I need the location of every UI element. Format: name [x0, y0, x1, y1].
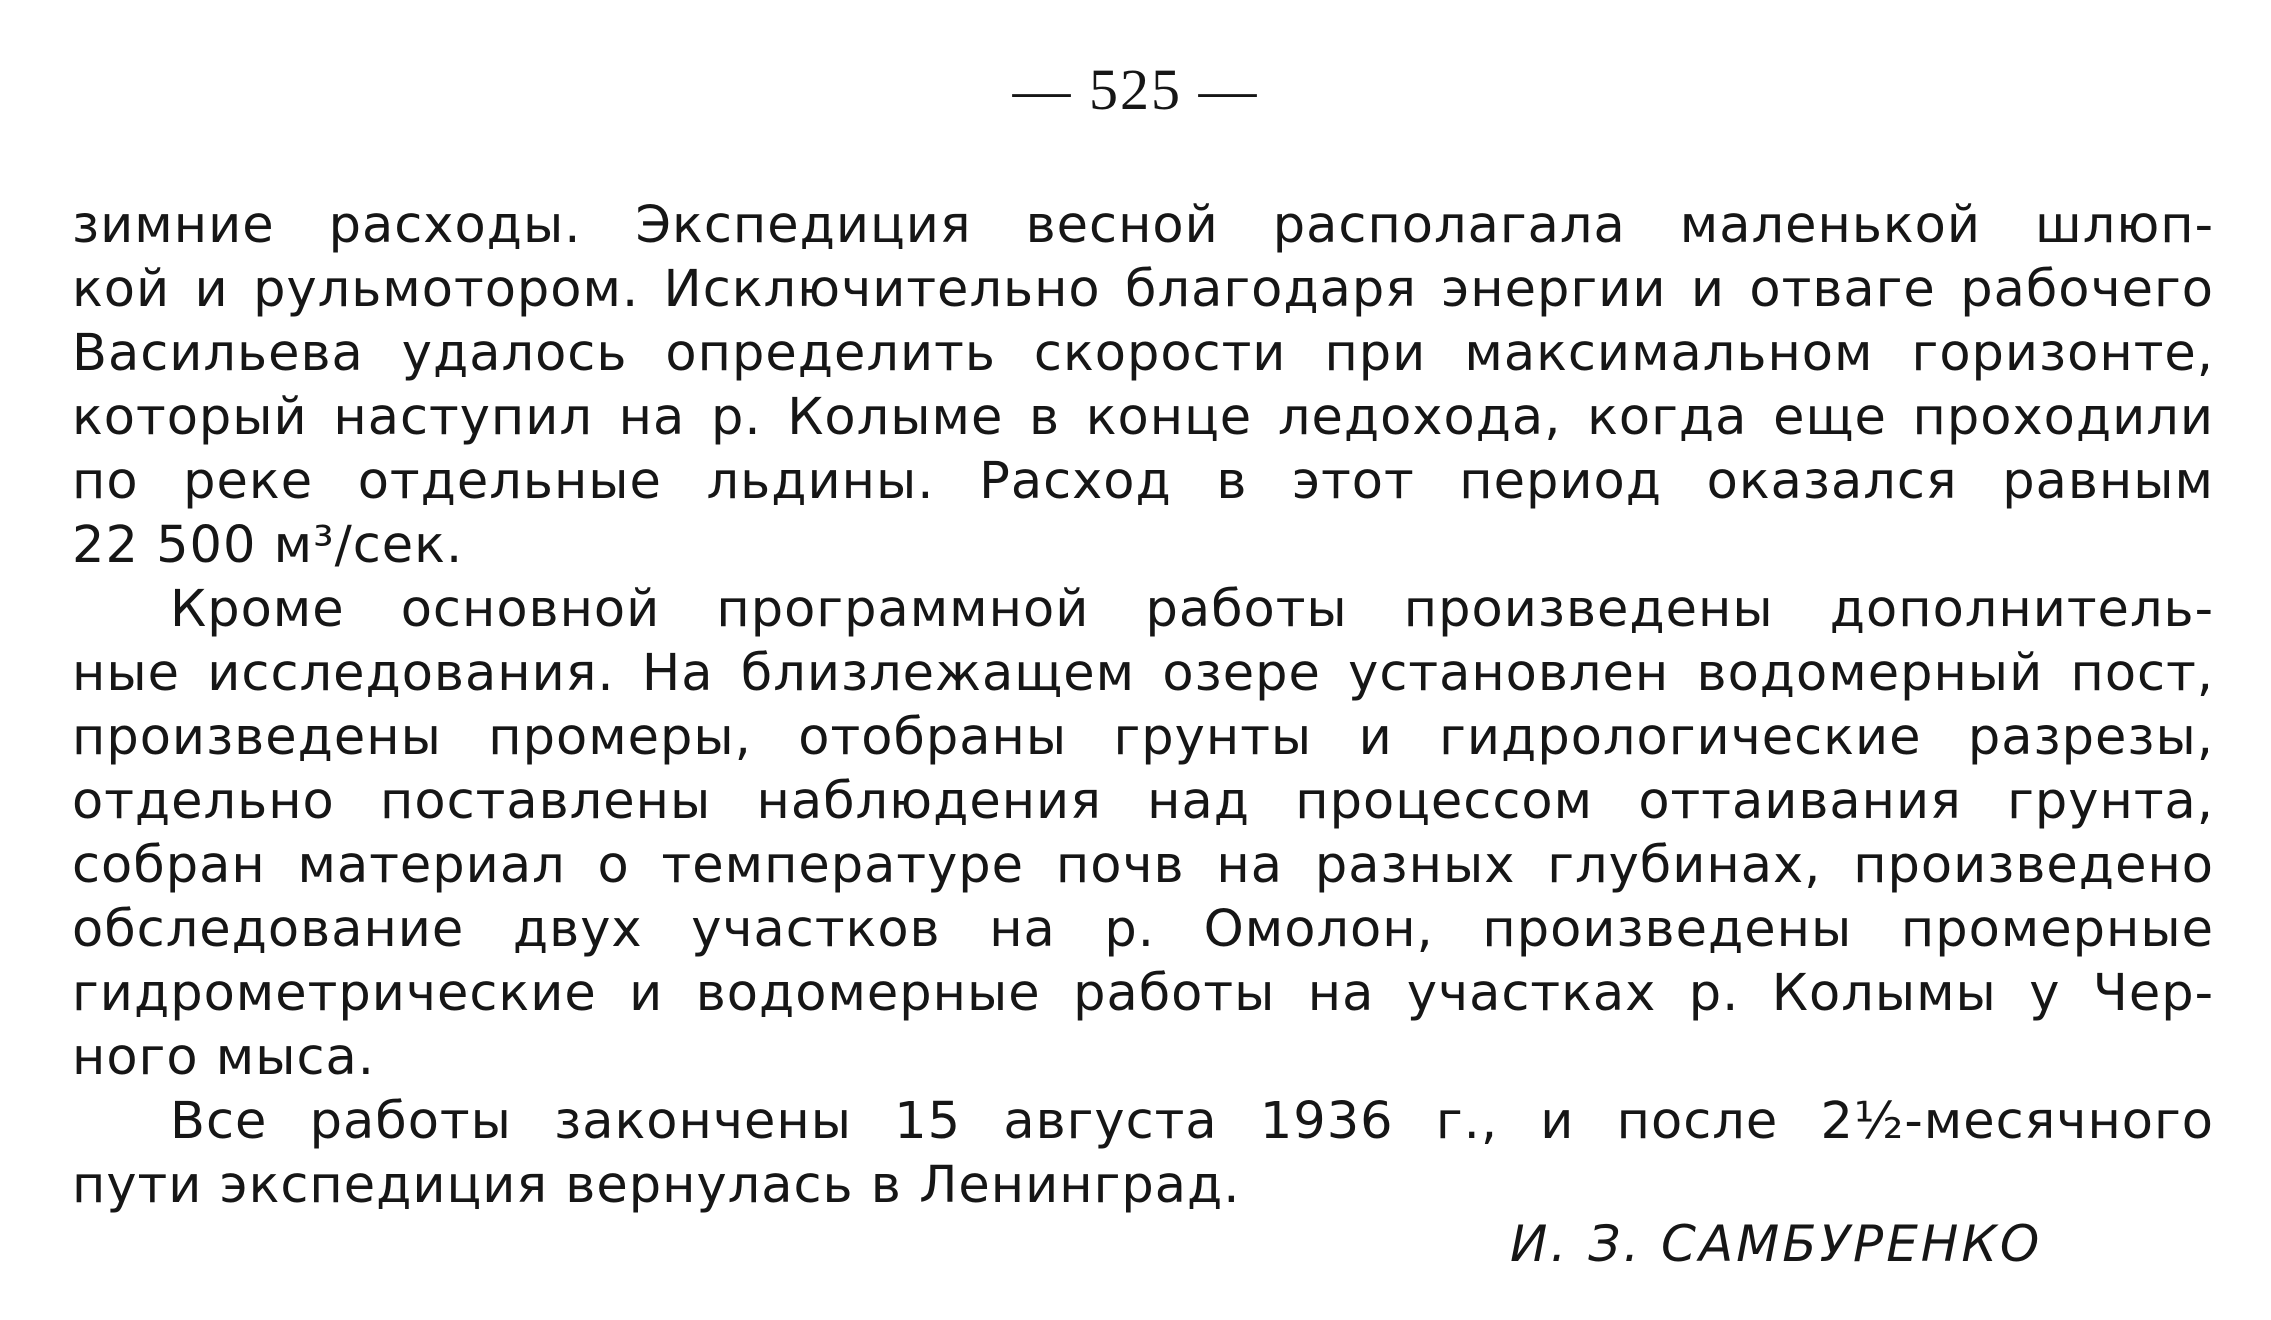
text-line: по реке отдельные льдины. Расход в этот период оказался равным	[72, 452, 2214, 511]
text-line: 22 500 м³/сек.	[72, 516, 464, 575]
text-line: собран материал о температуре почв на разных глубинах, произведено	[72, 836, 2214, 895]
text-line: ные исследования. На близлежащем озере установлен водомерный пост,	[72, 644, 2214, 703]
text-line: Васильева удалось определить скорости при максимальном горизонте,	[72, 324, 2214, 383]
text-line: отдельно поставлены наблюдения над процессом оттаивания грунта,	[72, 772, 2214, 831]
paragraph-2	[72, 578, 2214, 1090]
text-line: гидрометрические и водомерные работы на участках р. Колымы у Чер-	[72, 964, 2214, 1023]
text-line: обследование двух участков на р. Омолон, произведены промерные	[72, 900, 2214, 959]
text-line: Все работы закончены 15 августа 1936 г., и после 2½-месячного	[170, 1092, 2214, 1151]
page-number: — 525 —	[1012, 57, 1259, 122]
text-line: зимние расходы. Экспедиция весной располагала маленькой шлюп-	[72, 196, 2214, 255]
author-signature: И. З. САМБУРЕНКО	[1510, 1215, 2043, 1273]
body-text	[72, 194, 2214, 1218]
paragraph-3	[72, 1090, 2214, 1218]
paragraph-1	[72, 194, 2214, 578]
text-line: Кроме основной программной работы произведены дополнитель-	[170, 580, 2214, 639]
text-line: произведены промеры, отобраны грунты и гидрологические разрезы,	[72, 708, 2214, 767]
text-line: пути экспедиция вернулась в Ленинград.	[72, 1156, 1241, 1215]
text-line: ного мыса.	[72, 1028, 376, 1087]
text-line: который наступил на р. Колыме в конце ледохода, когда еще проходили	[72, 388, 2214, 447]
text-line: кой и рульмотором. Исключительно благодаря энергии и отваге рабочего	[72, 260, 2214, 319]
